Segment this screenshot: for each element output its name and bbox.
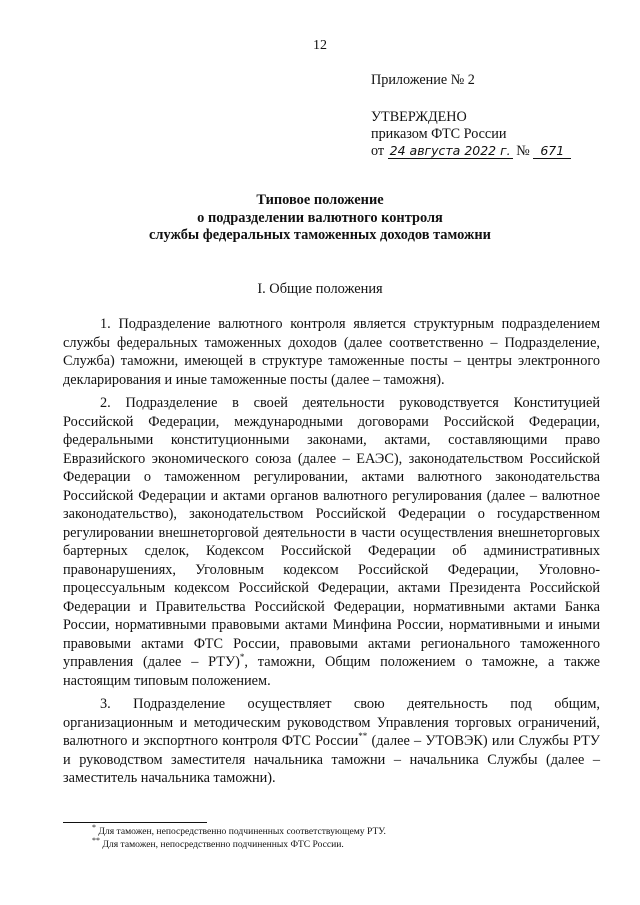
footnote-2 — [92, 835, 386, 851]
approval-block — [371, 72, 571, 160]
paragraph-2-tail: , таможни, Общим положением о таможне, а также настоящим типовым положением. — [63, 654, 600, 689]
footnote-divider — [63, 822, 207, 823]
number-label: № — [516, 143, 530, 159]
paragraph-3-text: 3. Подразделение осуществляет свою деятельность под общим, организационным и методическим руководством Управления торговых ограничений, валютного и экспортного контроля ФТС России — [63, 696, 600, 749]
title-line-3: службы федеральных таможенных доходов таможни — [149, 227, 491, 244]
from-label: от — [371, 143, 385, 159]
footnote-ref-2: ** — [358, 731, 368, 742]
order-number: 671 — [533, 144, 571, 159]
order-date: 24 августа 2022 г. — [389, 143, 511, 158]
paragraph-2 — [63, 394, 600, 690]
footnote-1-mark: * — [92, 822, 96, 832]
footnote-1-text: Для таможен, непосредственно подчиненных соответствующему РТУ. — [96, 826, 386, 837]
title-line-2: о подразделении валютного контроля — [197, 209, 443, 226]
paragraph-1: 1. Подразделение валютного контроля является структурным подразделением службы федеральных таможенных доходов (далее соответственно – Подразделение, Служба) таможни, имеющей в структуре таможенные посты – центры электронного декларирования и иные таможенные посты (далее – таможня). — [63, 316, 600, 388]
document-body — [63, 315, 600, 793]
paragraph-2-text: 2. Подразделение в своей деятельности руководствуется Конституцией Российской Федерации, международными договорами Российской Федерации, федеральными конституционными законами, актами, составляющими право Евразийского экономического союза (далее – ЕАЭС), законодательством Российской Федерации о таможенном регулировании, актами валютного законодательства Российской Федерации и актами органов валютного регулирования (далее – валютное законодательство), законодательством Российской Федерации о государственном регулировании внешнеторговой деятельности в части осуществления внешнеторговых бартерных сделок, Кодексом Российской Федерации об административных правонарушениях, Уголовным кодексом Российской Федерации, Уголовно-процессуальным кодексом Российской Федерации, актами Президента Российской Федерации и Правительства Российской Федерации, нормативными актами Банка России, нормативными правовыми актами Минфина России, нормативными и иными правовыми актами ФТС России, правовыми актами регионального таможенного управления (далее – РТУ) — [63, 395, 600, 670]
document-title — [0, 192, 640, 245]
approved-label: УТВЕРЖДЕНО — [371, 109, 467, 125]
appendix-label: Приложение № 2 — [371, 72, 475, 88]
order-by-label: приказом ФТС России — [371, 126, 507, 142]
title-line-1: Типовое положение — [256, 192, 384, 208]
footnote-ref-1: * — [239, 652, 245, 663]
section-heading: I. Общие положения — [257, 281, 383, 297]
order-line — [371, 143, 571, 160]
footnote-2-mark: ** — [92, 835, 100, 845]
paragraph-3-tail: (далее – УТОВЭК) или Службы РТУ и руководством заместителя начальника таможни – начальника Службы (далее – заместитель начальника таможни). — [63, 733, 601, 786]
paragraph-3 — [63, 695, 600, 788]
footnotes — [92, 822, 386, 851]
footnote-2-text: Для таможен, непосредственно подчиненных ФТС России. — [100, 839, 344, 850]
page-number: 12 — [313, 38, 327, 53]
footnote-1 — [92, 822, 386, 838]
